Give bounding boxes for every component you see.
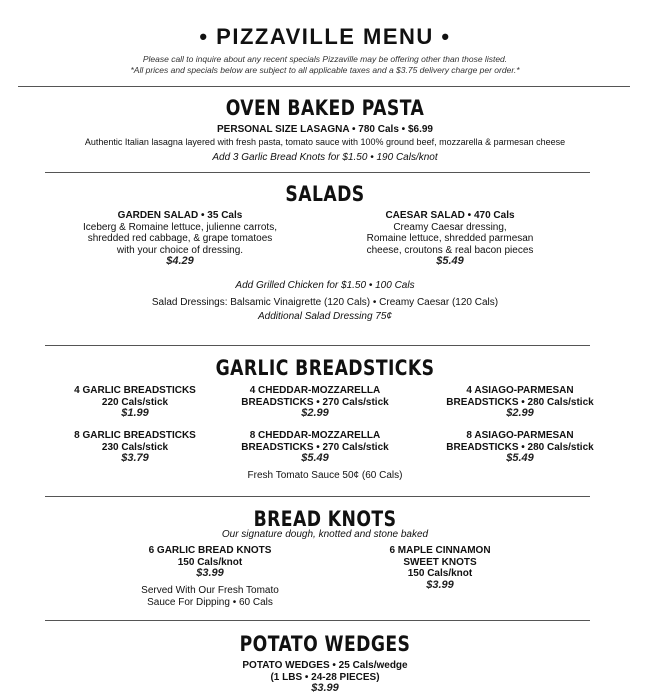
divider: [18, 86, 630, 87]
caesar-salad-desc: Romaine lettuce, shredded parmesan: [366, 233, 534, 244]
divider: [45, 345, 590, 346]
divider: [45, 496, 590, 497]
breadstick-item: [40, 385, 230, 420]
pricing-note: *All prices and specials below are subject to all applicable taxes and a $3.75 delivery charge per order.*: [130, 65, 520, 75]
breadstick-item: [220, 385, 410, 420]
section-heading-pasta: OVEN BAKED PASTA: [225, 96, 425, 120]
lasagna-description: Authentic Italian lasagna layered with fresh pasta, tomato sauce with 100% ground beef, mozzarella & parmesan cheese: [84, 137, 566, 147]
garden-salad-desc: with your choice of dressing.: [116, 244, 244, 256]
maple-knots-name: SWEET KNOTS: [403, 556, 477, 568]
breadstick-cals: 230 Cals/stick: [101, 441, 169, 453]
salad-dressings: Salad Dressings: Balsamic Vinaigrette (120 Cals) • Creamy Caesar (120 Cals): [151, 297, 499, 308]
section-heading-salads: SALADS: [285, 182, 365, 206]
caesar-salad-name: CAESAR SALAD • 470 Cals: [385, 210, 515, 221]
chicken-addon: Add Grilled Chicken for $1.50 • 100 Cals: [235, 280, 415, 291]
garlic-knots: [110, 545, 310, 580]
divider: [45, 172, 590, 173]
wedges-size: (1 LBS • 24-28 PIECES): [270, 671, 380, 683]
breadstick-price: $3.79: [121, 452, 149, 464]
lasagna-addon: Add 3 Garlic Bread Knots for $1.50 • 190 Cals/knot: [212, 152, 438, 163]
maple-knots-cals: 150 Cals/knot: [407, 568, 473, 579]
dipping-sauce-note: [110, 585, 310, 608]
wedges-price: $3.99: [311, 682, 339, 694]
potato-wedges: [215, 660, 435, 695]
breadstick-price: $5.49: [301, 452, 329, 464]
garden-salad-desc: shredded red cabbage, & grape tomatoes: [87, 233, 273, 244]
lasagna-item: PERSONAL SIZE LASAGNA • 780 Cals • $6.99: [217, 124, 433, 135]
garlic-knots-price: $3.99: [196, 567, 224, 579]
breadstick-name: 8 GARLIC BREADSTICKS: [74, 430, 196, 441]
breadstick-price: $1.99: [121, 407, 149, 419]
additional-dressing: Additional Salad Dressing 75¢: [258, 311, 392, 322]
breadstick-price: $2.99: [301, 407, 329, 419]
breadstick-cals: BREADSTICKS • 280 Cals/stick: [446, 441, 594, 453]
maple-knots: [345, 545, 535, 591]
breadstick-name: 8 ASIAGO-PARMESAN: [466, 430, 574, 441]
breadstick-cals: BREADSTICKS • 270 Cals/stick: [241, 396, 389, 408]
garden-salad-desc: Iceberg & Romaine lettuce, julienne carrots,: [83, 221, 277, 233]
menu-title: • PIZZAVILLE MENU •: [199, 24, 451, 49]
tomato-sauce: Fresh Tomato Sauce 50¢ (60 Cals): [247, 470, 403, 481]
breadstick-cals: BREADSTICKS • 270 Cals/stick: [241, 441, 389, 453]
section-heading-breadsticks: GARLIC BREADSTICKS: [215, 356, 435, 380]
section-heading-knots: BREAD KNOTS: [253, 507, 397, 531]
breadstick-name: 4 ASIAGO-PARMESAN: [466, 385, 574, 396]
section-heading-wedges: POTATO WEDGES: [239, 632, 411, 656]
garlic-knots-cals: 150 Cals/knot: [177, 556, 243, 568]
breadstick-item: [420, 430, 620, 465]
wedges-name: POTATO WEDGES • 25 Cals/wedge: [242, 660, 408, 671]
breadstick-price: $5.49: [506, 452, 534, 464]
specials-note: Please call to inquire about any recent specials Pizzaville may be offering other than those listed.: [142, 54, 508, 64]
garden-salad-price: $4.29: [166, 255, 194, 267]
garlic-knots-name: 6 GARLIC BREAD KNOTS: [148, 545, 272, 556]
garden-salad-name: GARDEN SALAD • 35 Cals: [117, 210, 243, 221]
breadstick-name: 8 CHEDDAR-MOZZARELLA: [249, 430, 381, 441]
dipping-sauce-line: Sauce For Dipping • 60 Cals: [147, 596, 273, 608]
divider: [45, 620, 590, 621]
caesar-salad-desc: cheese, croutons & real bacon pieces: [366, 244, 534, 256]
caesar-salad-desc: Creamy Caesar dressing,: [393, 221, 507, 233]
breadstick-price: $2.99: [506, 407, 534, 419]
breadstick-cals: 220 Cals/stick: [101, 396, 169, 408]
menu-notes: [0, 54, 650, 76]
maple-knots-price: $3.99: [426, 578, 454, 591]
breadstick-cals: BREADSTICKS • 280 Cals/stick: [446, 396, 594, 408]
dipping-sauce-line: Served With Our Fresh Tomato: [141, 585, 279, 596]
caesar-salad-price: $5.49: [436, 255, 464, 267]
breadstick-name: 4 GARLIC BREADSTICKS: [74, 385, 196, 396]
caesar-salad: [330, 210, 570, 268]
knots-subtitle: Our signature dough, knotted and stone baked: [221, 529, 429, 540]
breadstick-item: [420, 385, 620, 420]
garden-salad: [60, 210, 300, 268]
maple-knots-name: 6 MAPLE CINNAMON: [389, 545, 491, 556]
breadstick-name: 4 CHEDDAR-MOZZARELLA: [249, 385, 381, 396]
breadstick-item: [220, 430, 410, 465]
breadstick-item: [40, 430, 230, 465]
